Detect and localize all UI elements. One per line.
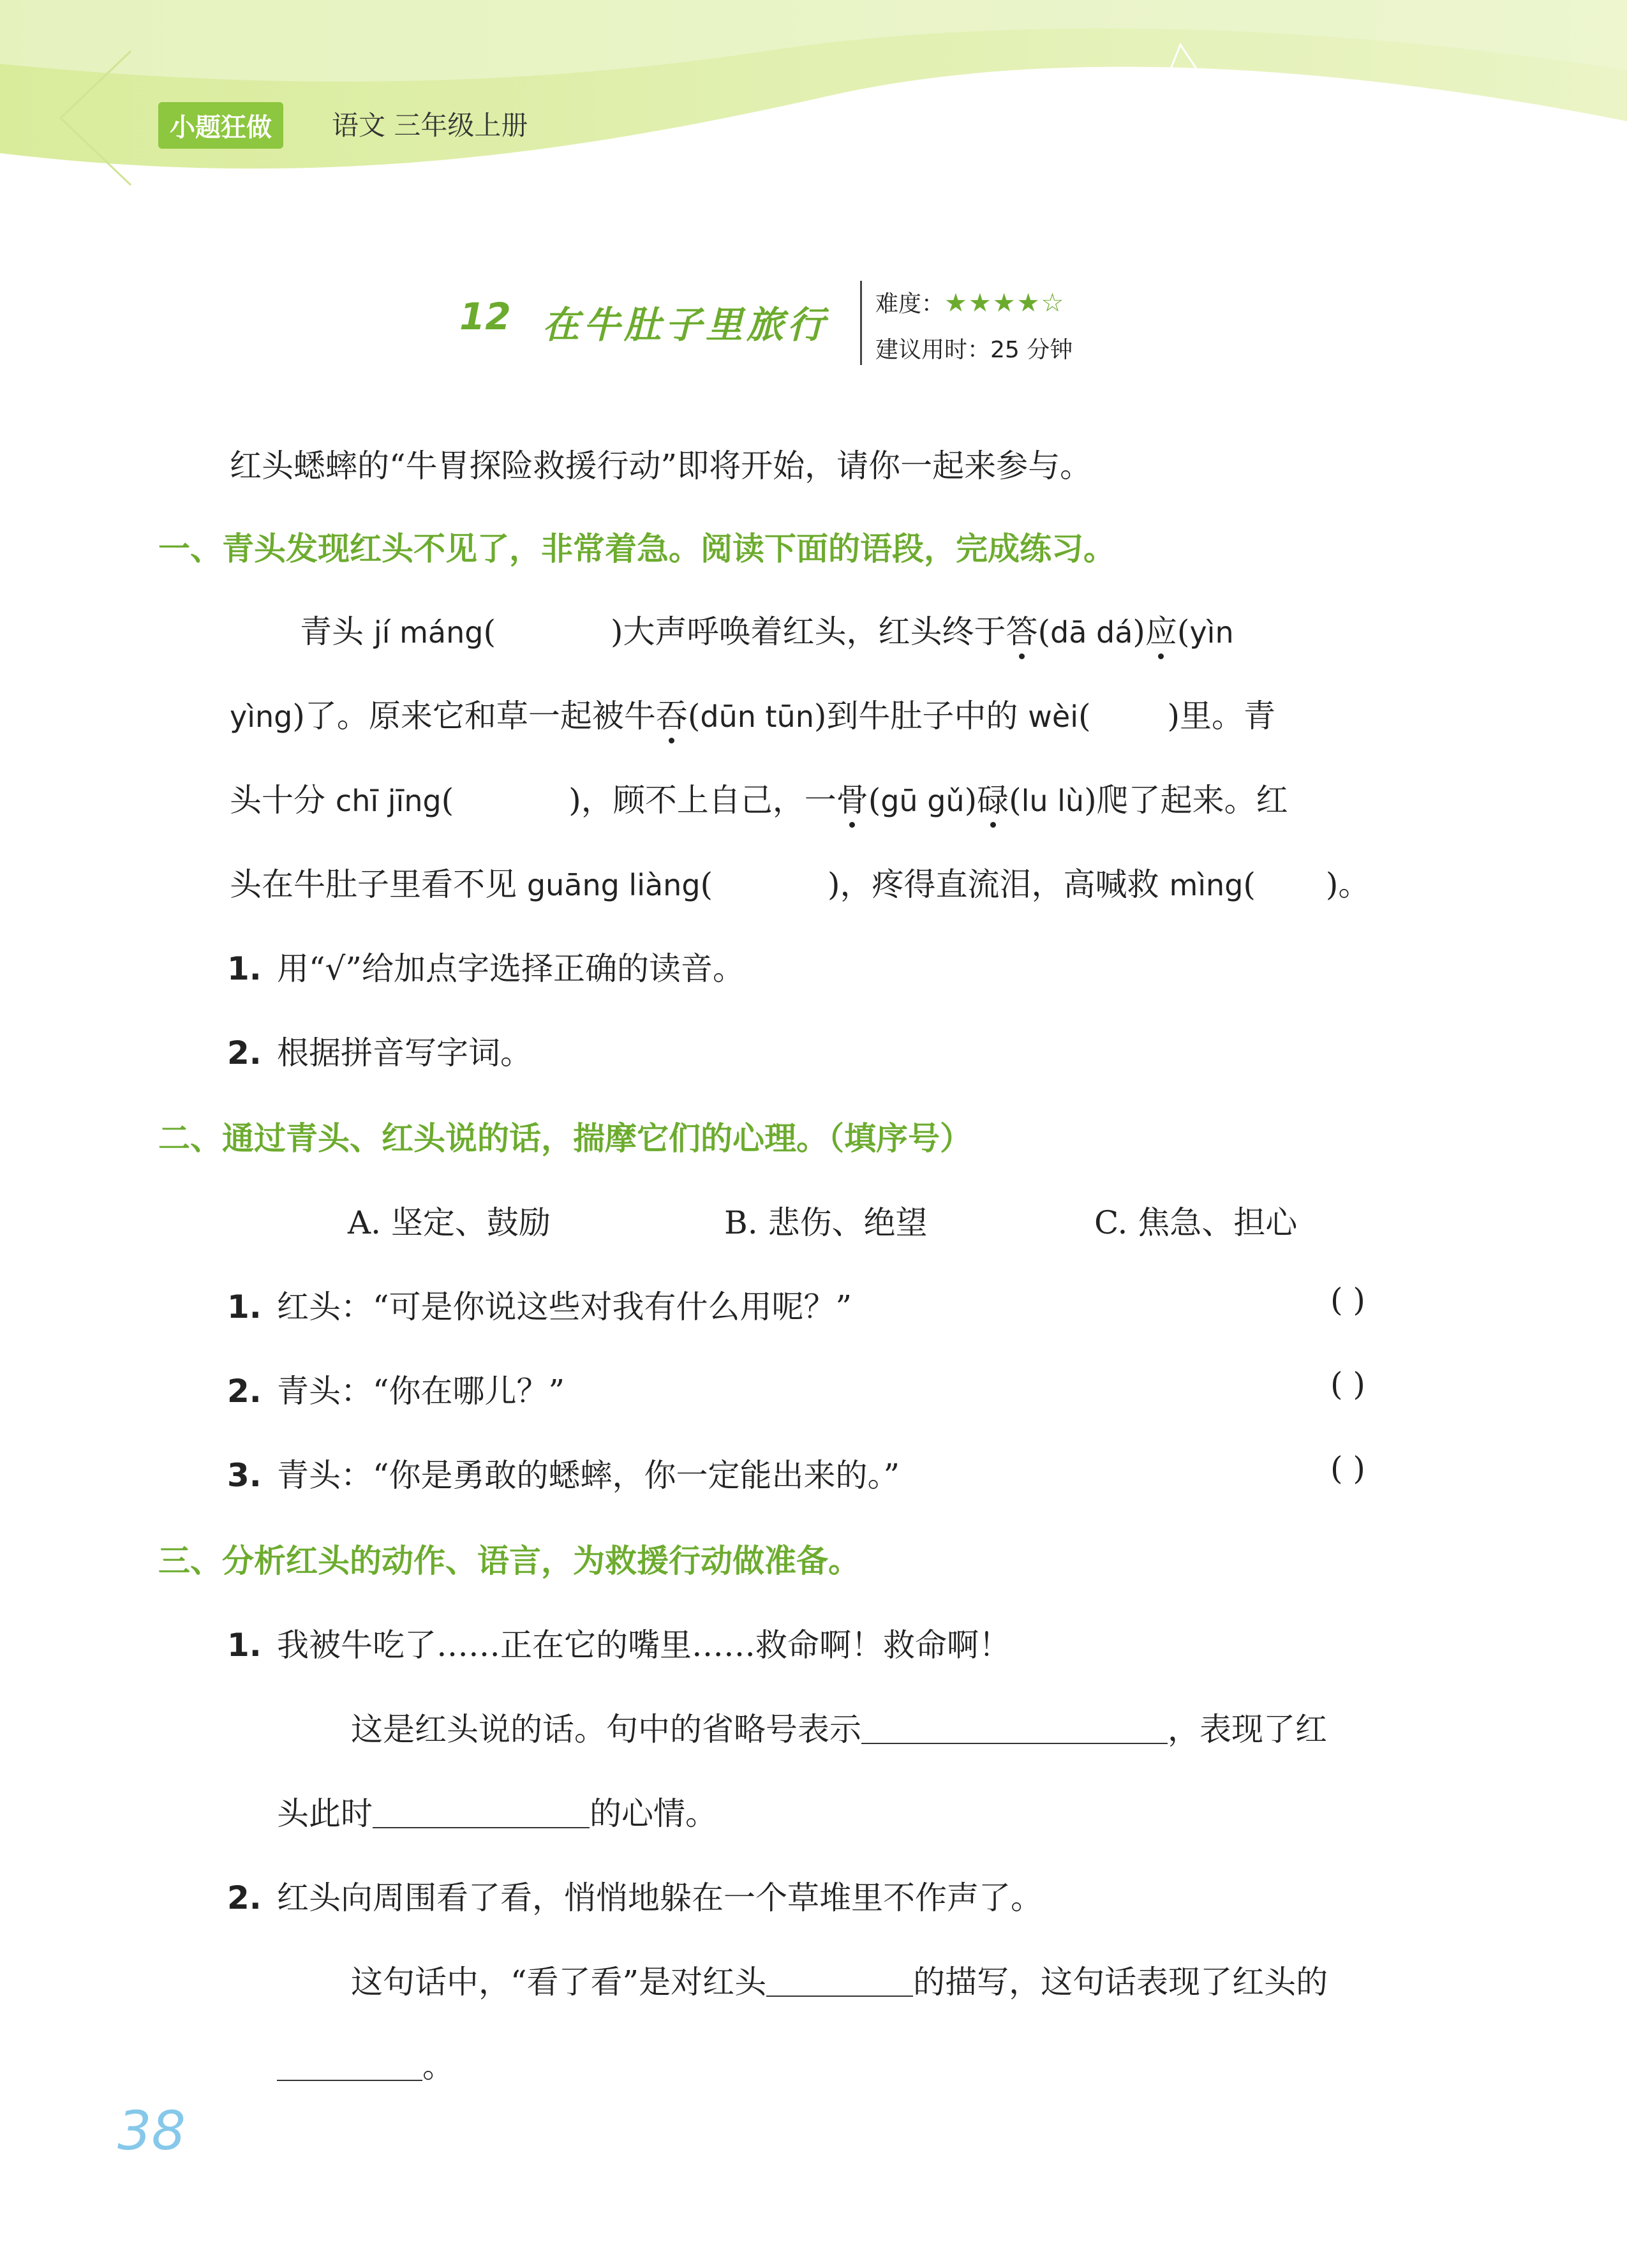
- text-fragment: )爬了起来。红: [1084, 782, 1288, 819]
- text-fragment: yìng: [230, 699, 293, 734]
- answer-bracket[interactable]: ( ): [1330, 1450, 1365, 1487]
- text-fragment: (: [1177, 613, 1190, 650]
- answer-underline[interactable]: [373, 1799, 590, 1828]
- series-label: 小题狂做: [158, 102, 283, 149]
- text-fragment: (: [1009, 782, 1022, 819]
- page-number: 38: [117, 2100, 186, 2162]
- star-icon: ★★★★☆: [944, 288, 1066, 318]
- text-fragment: mìng: [1169, 868, 1244, 902]
- text-fragment: (: [687, 698, 701, 735]
- text-fragment: )到牛肚子中的: [814, 698, 1029, 735]
- answer-underline[interactable]: [766, 1967, 913, 1997]
- text-fragment: dā dá: [1050, 615, 1133, 650]
- question-3-1: [227, 1620, 1011, 1666]
- text-fragment: (: [483, 613, 496, 650]
- text-fragment: ): [1133, 613, 1145, 650]
- text-fragment: ，表现了红: [1168, 1711, 1327, 1748]
- text-fragment: 2.: [227, 1373, 262, 1410]
- text-fragment: gū gǔ: [880, 784, 965, 818]
- passage-line-2: [230, 690, 1275, 736]
- text-fragment: 的心情。: [590, 1795, 717, 1832]
- section-1-heading: 一、青头发现红头不见了，非常着急。阅读下面的语段，完成练习。: [158, 530, 1115, 567]
- text-fragment: 这句话中，“看了看”是对红头: [351, 1964, 767, 2001]
- passage-line-4: [230, 859, 1370, 905]
- text-fragment: (: [441, 782, 454, 819]
- section-2-heading: 二、通过青头、红头说的话，揣摩它们的心理。（填序号）: [158, 1120, 972, 1157]
- text-fragment: 。: [422, 2048, 454, 2085]
- text-fragment: )，顾不上自己，一: [568, 782, 836, 819]
- option-a: A. 坚定、鼓励: [348, 1204, 551, 1241]
- text-fragment: 青头：“你是勇敢的蟋蟀，你一定能出来的。”: [277, 1457, 900, 1494]
- question-3-1-answer-line-2: [277, 1788, 717, 1834]
- answer-bracket[interactable]: ( ): [1330, 1281, 1365, 1318]
- text-fragment: (: [1243, 866, 1256, 903]
- section-3-heading: 三、分析红头的动作、语言，为救援行动做准备。: [158, 1542, 860, 1579]
- text-fragment: 2.: [227, 1879, 262, 1916]
- text-fragment: (: [868, 782, 881, 819]
- text-fragment: (: [700, 866, 713, 903]
- text-fragment: wèi: [1028, 699, 1078, 734]
- text-fragment: 青头：“你在哪儿？”: [277, 1373, 565, 1410]
- option-b: B. 悲伤、绝望: [724, 1204, 928, 1241]
- text-fragment: guāng liàng: [526, 868, 701, 902]
- text-fragment: 1.: [227, 1627, 262, 1664]
- text-fragment: 3.: [227, 1457, 262, 1494]
- text-fragment: 用“√”给加点字选择正确的读音。: [277, 950, 745, 987]
- lesson-title-block: [459, 281, 1161, 370]
- text-fragment: 吞: [655, 698, 688, 735]
- text-fragment: 答: [1006, 613, 1038, 650]
- option-c: C. 焦急、担心: [1094, 1204, 1298, 1241]
- subject-grade: 语文 三年级上册: [332, 110, 528, 141]
- question-3-2-answer-line-1: [351, 1957, 1328, 2003]
- text-fragment: 碌: [977, 782, 1009, 819]
- intro-text: 红头蟋蟀的“牛胃探险救援行动”即将开始，请你一起来参与。: [230, 447, 1092, 484]
- text-fragment: 头此时: [277, 1795, 373, 1832]
- text-fragment: chī jīng: [335, 784, 442, 818]
- text-fragment: 1.: [227, 1288, 262, 1325]
- answer-underline[interactable]: [277, 2052, 422, 2081]
- text-fragment: 骨: [836, 782, 868, 819]
- title-divider: [860, 281, 862, 365]
- lesson-number: 12: [459, 295, 511, 338]
- question-1-1: [227, 943, 745, 989]
- answer-underline[interactable]: [861, 1715, 1168, 1744]
- text-fragment: )。: [1325, 866, 1371, 903]
- text-fragment: 头十分: [230, 782, 336, 819]
- text-fragment: dūn tūn: [700, 699, 814, 734]
- suggested-time: 建议用时：25 分钟: [875, 337, 1073, 363]
- text-fragment: )大声呼唤着红头，红头终于: [610, 613, 1006, 650]
- text-fragment: 青头: [300, 613, 374, 650]
- answer-bracket[interactable]: ( ): [1330, 1366, 1365, 1403]
- text-fragment: (: [1078, 698, 1091, 735]
- text-fragment: 红头向周围看了看，悄悄地躲在一个草堆里不作声了。: [277, 1879, 1043, 1916]
- text-fragment: (: [1037, 613, 1050, 650]
- text-fragment: 红头：“可是你说这些对我有什么用呢？”: [277, 1288, 852, 1325]
- text-fragment: 难度：: [875, 291, 945, 317]
- text-fragment: lu lù: [1021, 784, 1085, 818]
- text-fragment: yìn: [1189, 615, 1234, 650]
- question-1-2: [227, 1027, 532, 1073]
- text-fragment: )，疼得直流泪，高喊救: [828, 866, 1170, 903]
- passage-line-1: [300, 606, 1234, 652]
- text-fragment: 应: [1145, 613, 1177, 650]
- question-2-1: [227, 1281, 852, 1327]
- question-3-2-answer-line-2: [277, 2041, 454, 2087]
- text-fragment: 根据拼音写字词。: [277, 1034, 532, 1071]
- text-fragment: 的描写，这句话表现了红头的: [913, 1964, 1328, 2001]
- text-fragment: jí máng: [373, 615, 484, 650]
- text-fragment: )里。青: [1167, 698, 1276, 735]
- text-fragment: 2.: [227, 1034, 262, 1071]
- question-3-1-answer-line-1: [351, 1704, 1327, 1750]
- question-2-2: [227, 1366, 565, 1412]
- text-fragment: 我被牛吃了……正在它的嘴里……救命啊！救命啊！: [277, 1627, 1011, 1664]
- difficulty-rating: [875, 286, 1065, 318]
- text-fragment: 头在牛肚子里看不见: [230, 866, 527, 903]
- text-fragment: 1.: [227, 950, 262, 987]
- text-fragment: )了。原来它和草一起被牛: [292, 698, 656, 735]
- question-3-2: [227, 1872, 1043, 1918]
- lesson-title: 在牛肚子里旅行: [542, 303, 829, 347]
- text-fragment: ): [964, 782, 977, 819]
- passage-line-3: [230, 775, 1288, 821]
- text-fragment: 这是红头说的话。句中的省略号表示: [351, 1711, 861, 1748]
- question-2-3: [227, 1450, 900, 1496]
